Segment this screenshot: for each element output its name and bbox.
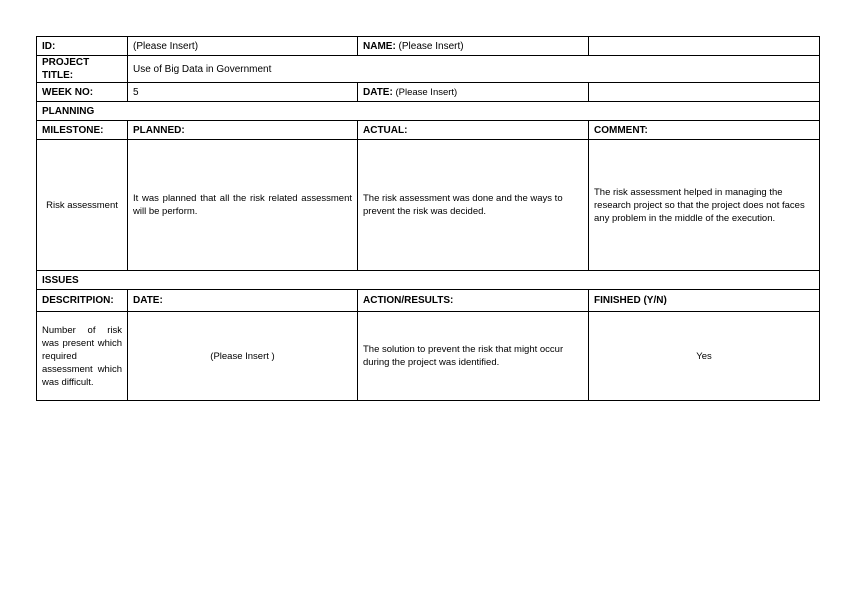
comment-cell: The risk assessment helped in managing the research project so that the project does not faces any problem in the middle of the execution. bbox=[589, 140, 820, 271]
issues-section-title: ISSUES bbox=[37, 271, 820, 290]
planning-header-row bbox=[37, 121, 820, 140]
milestone-cell: Risk assessment bbox=[37, 140, 128, 271]
issue-row bbox=[37, 312, 820, 401]
finished-cell: Yes bbox=[589, 312, 820, 401]
id-label: ID: bbox=[37, 37, 128, 56]
issue-date-header: DATE: bbox=[128, 290, 358, 312]
planning-section-row bbox=[37, 102, 820, 121]
description-header: DESCRITPION: bbox=[37, 290, 128, 312]
name-cell bbox=[358, 37, 589, 56]
description-cell: Number of risk was present which required assessment which was difficult. bbox=[37, 312, 128, 401]
issues-section-row bbox=[37, 271, 820, 290]
date-cell bbox=[358, 83, 589, 102]
actual-cell: The risk assessment was done and the ways to prevent the risk was decided. bbox=[358, 140, 589, 271]
id-value: (Please Insert) bbox=[128, 37, 358, 56]
project-title-label: PROJECT TITLE: bbox=[37, 56, 128, 83]
issue-date-cell: (Please Insert ) bbox=[128, 312, 358, 401]
planning-section-title: PLANNING bbox=[37, 102, 820, 121]
project-title-row bbox=[37, 56, 820, 83]
week-row bbox=[37, 83, 820, 102]
project-title-value: Use of Big Data in Government bbox=[128, 56, 820, 83]
milestone-header: MILESTONE: bbox=[37, 121, 128, 140]
date-value: (Please Insert) bbox=[392, 86, 458, 98]
week-value: 5 bbox=[128, 83, 358, 102]
id-row bbox=[37, 37, 820, 56]
name-value: (Please Insert) bbox=[395, 40, 464, 52]
action-cell: The solution to prevent the risk that might occur during the project was identified. bbox=[358, 312, 589, 401]
comment-header: COMMENT: bbox=[589, 121, 820, 140]
planned-cell: It was planned that all the risk related assessment will be perform. bbox=[128, 140, 358, 271]
empty-cell bbox=[589, 83, 820, 102]
planning-row bbox=[37, 140, 820, 271]
week-label: WEEK NO: bbox=[37, 83, 128, 102]
name-label: NAME: bbox=[363, 40, 396, 52]
action-header: ACTION/RESULTS: bbox=[358, 290, 589, 312]
issues-header-row bbox=[37, 290, 820, 312]
actual-header: ACTUAL: bbox=[358, 121, 589, 140]
planned-header: PLANNED: bbox=[128, 121, 358, 140]
weekly-log-table bbox=[36, 36, 820, 401]
finished-header: FINISHED (Y/N) bbox=[589, 290, 820, 312]
empty-cell bbox=[589, 37, 820, 56]
date-label: DATE: bbox=[363, 86, 393, 98]
